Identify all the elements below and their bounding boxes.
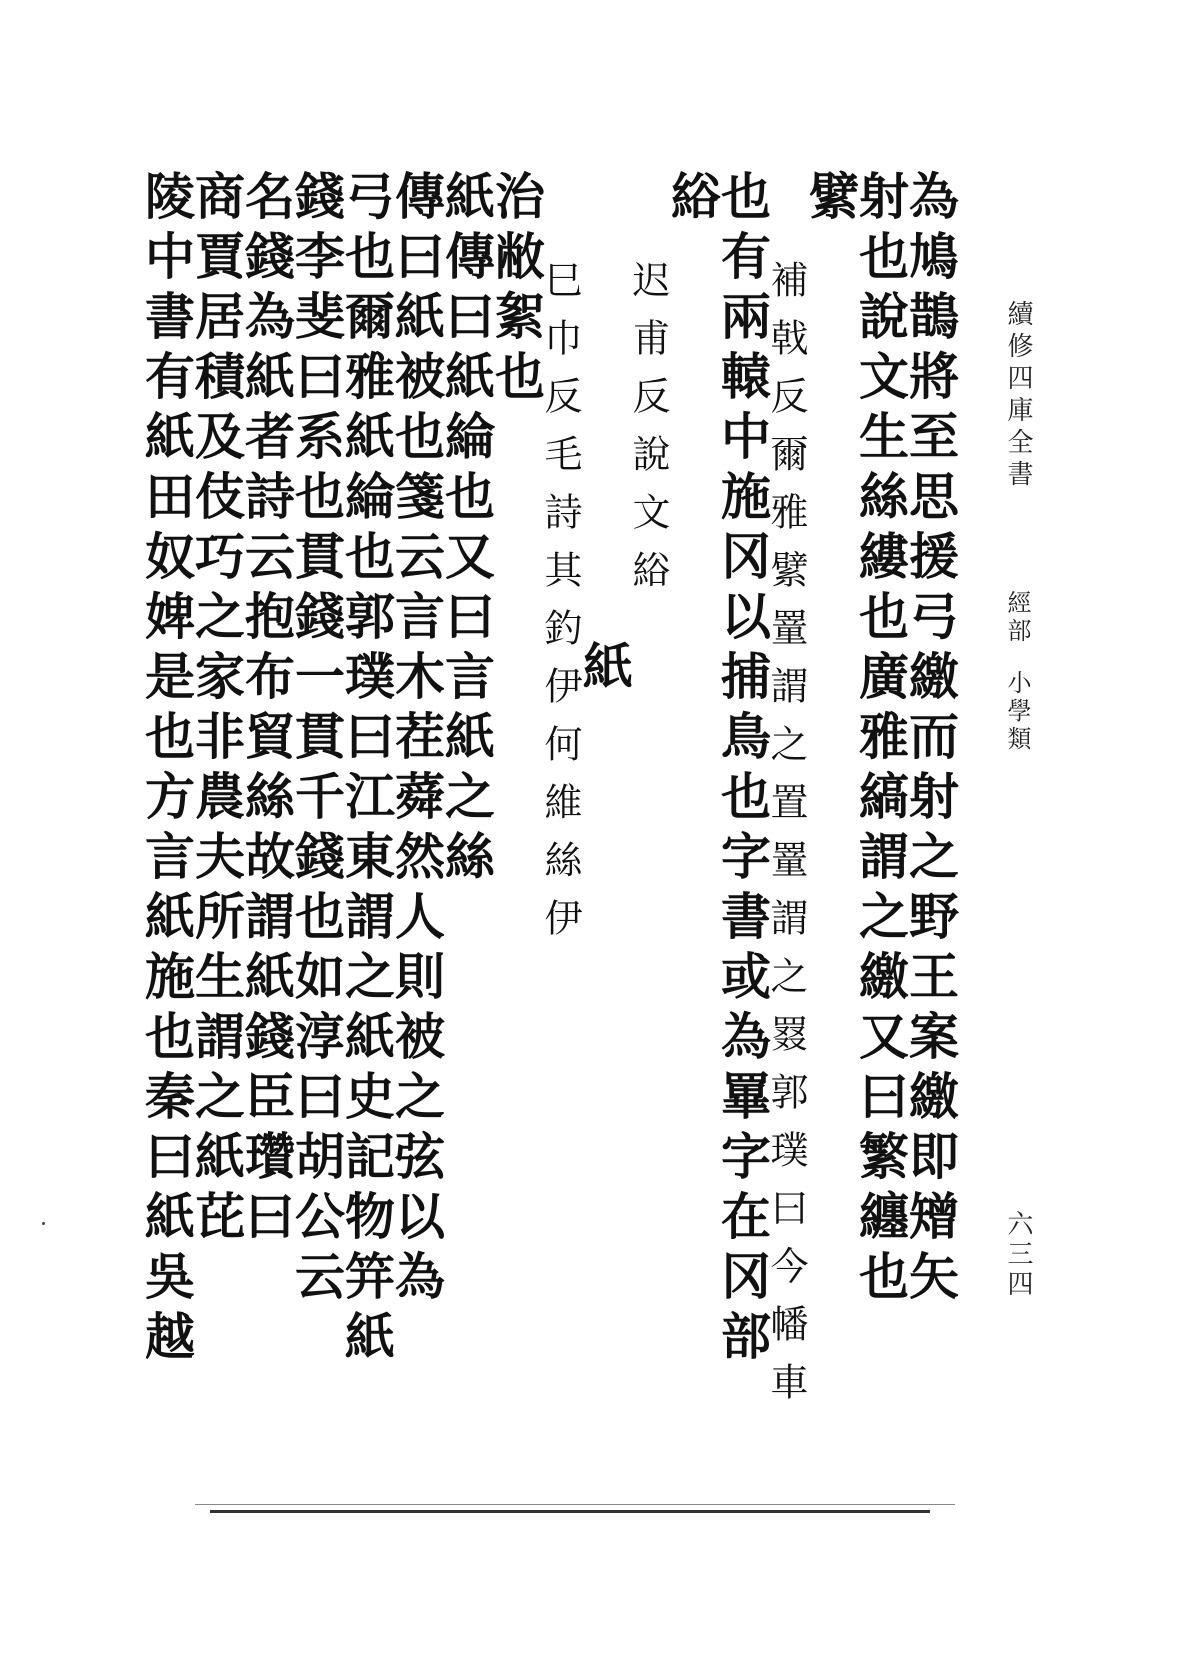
page-number: 六三四 (1003, 1210, 1033, 1300)
text-column-4: 也有兩轅中施冈以捕鳥也字書或為罼字在冈部 (713, 170, 772, 1370)
scan-speck (42, 1222, 45, 1225)
running-header-class: 小學類 (1003, 670, 1031, 754)
text-column-8: 紙傳曰紙綸也又曰言紙之絲 (437, 170, 496, 890)
text-column-6-heading: 紙 (575, 640, 634, 700)
text-column-9: 傳曰紙被也箋云言木茬蕣然人則被之弦以為 (387, 170, 446, 1310)
text-column-14: 陵中書有紙田奴婢是也方言紙施也秦曰紙吳越 (137, 170, 196, 1370)
text-column-5-heading: 綌 (663, 170, 722, 230)
text-column-5-annotation: 迟甫反說文綌 (626, 260, 670, 608)
text-column-10: 弓也爾雅紙綸也郭璞曰江東謂之紙史記物笄紙 (337, 170, 396, 1370)
bottom-rule (210, 1510, 930, 1513)
text-column-3-annotation: 補戟反爾雅繴罿謂之置罿謂之罬郭璞曰今幡車 (764, 260, 808, 1420)
main-text-block (137, 170, 960, 1560)
text-column-2: 射也說文生絲縷也廣雅縞謂之繳又曰繁纏也 (851, 170, 910, 1310)
text-column-1: 為鳩鵲將至思援弓繳而射之野王案繳即矰矢 (901, 170, 960, 1310)
bottom-rule-thin (195, 1504, 955, 1505)
text-column-7: 治敝絮也 (487, 170, 546, 410)
running-header-title: 續修四庫全書 (1003, 300, 1033, 492)
running-header-section: 經部 (1003, 590, 1031, 646)
text-column-3-heading: 繴 (801, 170, 860, 230)
text-column-6-annotation: 巳巾反毛詩其釣伊何維絲伊 (538, 260, 582, 956)
text-column-12: 名錢為紙者詩云抱布貿絲故謂紙錢臣瓚曰 (237, 170, 296, 1250)
text-column-11: 錢李斐曰系也貫錢一貫千錢也如淳曰胡公云 (287, 170, 346, 1310)
text-column-13: 商賈居積及伎巧之家非農夫所生謂之紙芘 (187, 170, 246, 1250)
